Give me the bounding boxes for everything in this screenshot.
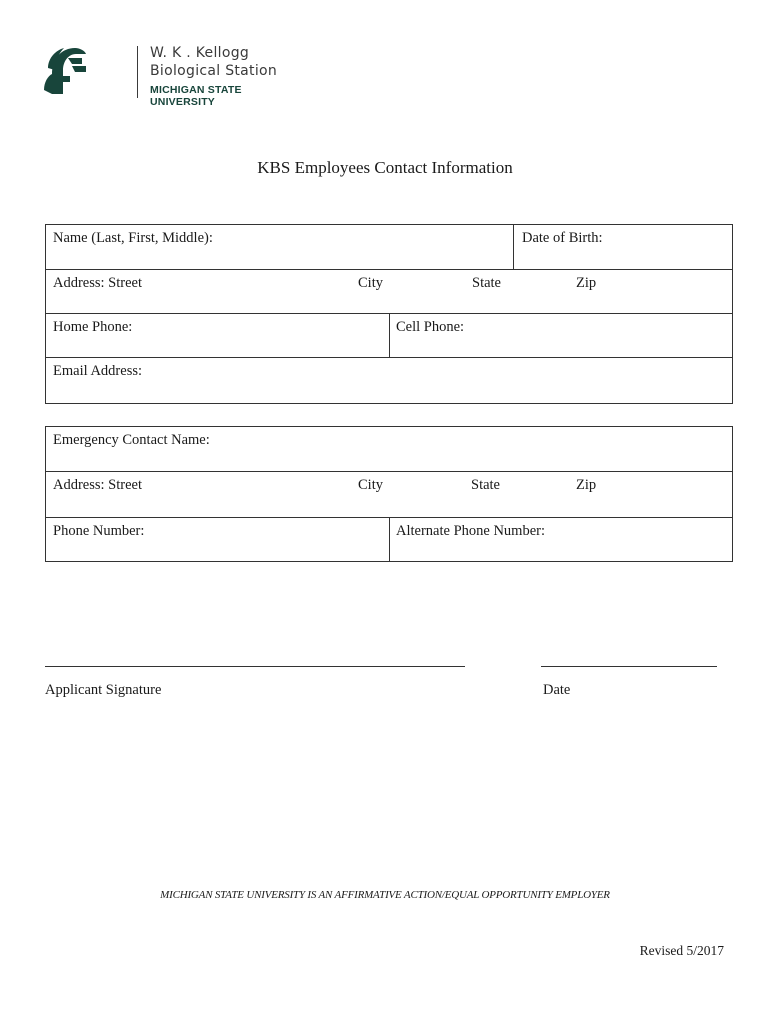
eeo-statement: MICHIGAN STATE UNIVERSITY IS AN AFFIRMATIVE ACTION/EQUAL OPPORTUNITY EMPLOYER [160,889,610,901]
university-name: MICHIGAN STATE UNIVERSITY [150,84,242,108]
emergency-name-row [46,427,732,471]
emergency-address-street-field[interactable]: Address: Street [53,477,142,493]
email-row [46,357,732,403]
applicant-signature-label: Applicant Signature [45,682,162,698]
emergency-phone-row [46,517,732,561]
address-row [46,269,732,313]
emergency-city-field[interactable]: City [358,477,383,493]
kbs-msu-logo [42,44,282,108]
emergency-contact-table [45,426,733,562]
emergency-phone-field[interactable]: Phone Number: [53,523,145,539]
org-name-line1: W. K . Kellogg [150,45,250,61]
date-line[interactable] [541,666,717,667]
signature-line[interactable] [45,666,465,667]
cell-divider [389,518,390,561]
emergency-contact-name-field[interactable]: Emergency Contact Name: [53,432,210,448]
name-field[interactable]: Name (Last, First, Middle): [53,230,213,246]
alternate-phone-field[interactable]: Alternate Phone Number: [396,523,545,539]
emergency-address-row [46,471,732,517]
email-field[interactable]: Email Address: [53,363,143,379]
date-label: Date [543,682,571,698]
logo-divider [137,46,138,98]
cell-phone-field[interactable]: Cell Phone: [396,319,465,335]
city-field[interactable]: City [358,275,383,291]
dob-field[interactable]: Date of Birth: [522,230,603,246]
emergency-zip-field[interactable]: Zip [576,477,597,493]
home-phone-field[interactable]: Home Phone: [53,319,133,335]
employee-info-table [45,224,733,404]
spartan-helmet-icon [42,44,88,98]
revision-date: Revised 5/2017 [639,943,724,958]
emergency-state-field[interactable]: State [471,477,500,493]
page-title: KBS Employees Contact Information [257,158,513,177]
cell-divider [513,225,514,269]
address-street-field[interactable]: Address: Street [53,275,142,291]
zip-field[interactable]: Zip [576,275,597,291]
state-field[interactable]: State [472,275,501,291]
org-name-line2: Biological Station [150,63,278,79]
phone-row [46,313,732,357]
cell-divider [389,314,390,357]
name-row [46,225,732,269]
